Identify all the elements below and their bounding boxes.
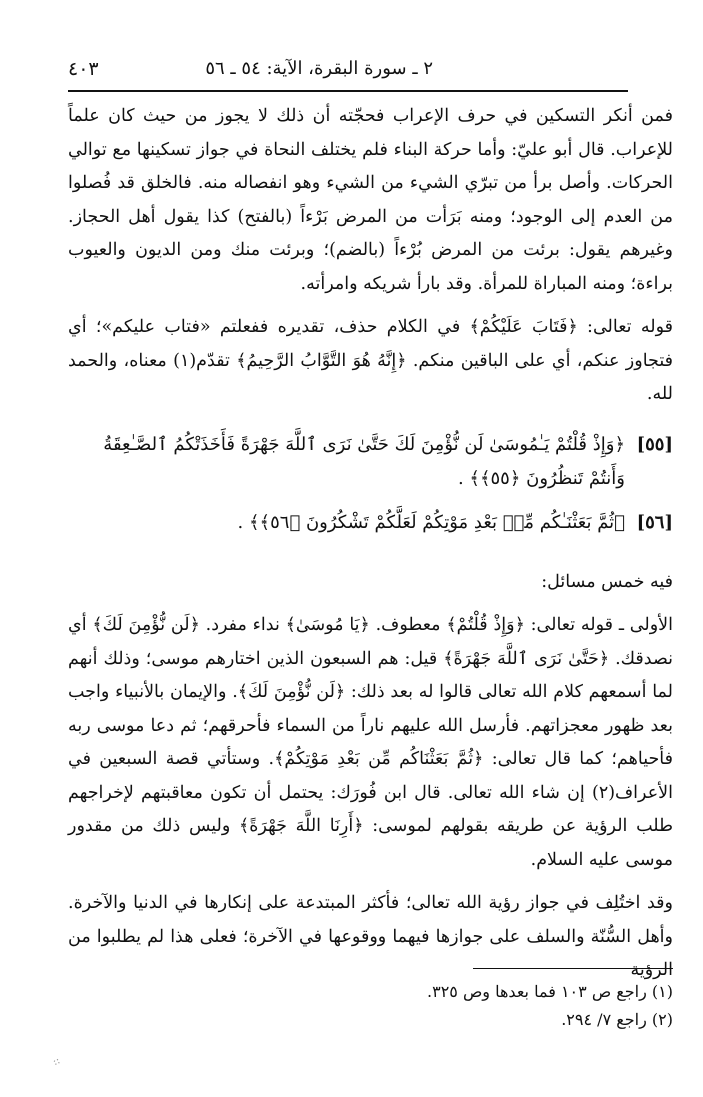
footnote-divider xyxy=(473,968,673,969)
header-title: ٢ ـ سورة البقرة، الآية: ٥٤ ـ ٥٦ xyxy=(205,58,433,79)
section-heading: فيه خمس مسائل: xyxy=(541,571,673,592)
verse-number: [٥٥] xyxy=(636,433,673,455)
paragraph: قوله تعالى: ﴿فَتَابَ عَلَيْكُمْ﴾ في الكلام حذف، تقديره ففعلتم «فتاب عليكم»؛ أي فتجاوز عنكم، أي على الباقين منكم. ﴿إِنَّهُ هُوَ التَّوَّابُ الرَّحِيمُ﴾ تقدّم(١) معناه، والحمد لله. xyxy=(68,317,673,404)
paragraph: وقد اختُلِف في جواز رؤية الله تعالى؛ فأكثر المبتدعة على إنكارها في الدنيا والآخرة. وأهل السُّنّة والسلف على جوازها فيهما ووقوعها في الآخرة؛ فعلى هذا لم يطلبوا من الرؤية xyxy=(68,893,673,980)
footnote: (١) راجع ص ١٠٣ فما بعدها وص ٣٢٥. xyxy=(427,982,673,1001)
margin-mark: ⁘ xyxy=(48,1054,66,1070)
verse-block xyxy=(68,428,673,496)
verse-text: ﴿ثُمَّ بَعَثْنَـٰكُم مِّنۢ بَعْدِ مَوْتِكُمْ لَعَلَّكُمْ تَشْكُرُونَ ﴿٥٦﴾﴾ . xyxy=(237,511,625,533)
footnote: (٢) راجع ٧/ ٢٩٤. xyxy=(561,1010,673,1029)
page-body xyxy=(68,100,673,988)
footnotes xyxy=(250,978,673,1034)
running-header xyxy=(68,56,628,92)
verse-text: ﴿وَإِذْ قُلْتُمْ يَـٰمُوسَىٰ لَن نُّؤْمِنَ لَكَ حَتَّىٰ نَرَى ٱللَّهَ جَهْرَةً فَأَخَذَتْكُمُ ٱلصَّـٰعِقَةُ وَأَنتُمْ تَنظُرُونَ ﴿٥٥﴾﴾ . xyxy=(103,433,625,489)
verse-block xyxy=(68,506,673,540)
paragraph: الأولى ـ قوله تعالى: ﴿وَإِذْ قُلْتُمْ﴾ معطوف. ﴿يَا مُوسَىٰ﴾ نداء مفرد. ﴿لَن نُّؤْمِنَ لَكَ﴾ أي نصدقك. ﴿حَتَّىٰ نَرَى ٱللَّهَ جَهْرَةً﴾ قيل: هم السبعون الذين اختارهم موسى؛ وذلك أنهم لما أسمعهم كلام الله تعالى قالوا له بعد ذلك: ﴿لَن نُّؤْمِنَ لَكَ﴾. والإيمان بالأنبياء واجب بعد ظهور معجزاتهم. فأرسل الله عليهم ناراً من السماء فأحرقهم؛ ثم دعا موسى ربه فأحياهم؛ كما قال تعالى: ﴿ثُمَّ بَعَثْنَاكُم مِّن بَعْدِ مَوْتِكُمْ﴾. وستأتي قصة السبعين في الأعراف(٢) إن شاء الله تعالى. قال ابن فُورَك: يحتمل أن تكون معاقبتهم لإخراجهم طلب الرؤية عن طريقه بقولهم لموسى: ﴿أَرِنَا اللَّهَ جَهْرَةً﴾ وليس ذلك من مقدور موسى عليه السلام. xyxy=(68,615,673,870)
verse-number: [٥٦] xyxy=(636,511,673,533)
page-number: ٤٠٣ xyxy=(68,58,99,80)
paragraph: فمن أنكر التسكين في حرف الإعراب فحجّته أن ذلك لا يجوز من حيث كان علماً للإعراب. قال أبو عليّ: وأما حركة البناء فلم يختلف النحاة في جواز تسكينها مع توالي الحركات. وأصل برأ من تبرّي الشيء من الشيء وهو انفصاله منه. فالخلق قد فُصلوا من العدم إلى الوجود؛ ومنه بَرَأت من المرض بَرْءاً (بالفتح) كذا يقول أهل الحجاز. وغيرهم يقول: برئت من المرض بُرْءاً (بالضم)؛ وبرئت منك ومن الديون والعيوب براءة؛ ومنه المباراة للمرأة. وقد بارأ شريكه وامرأته. xyxy=(68,106,673,294)
